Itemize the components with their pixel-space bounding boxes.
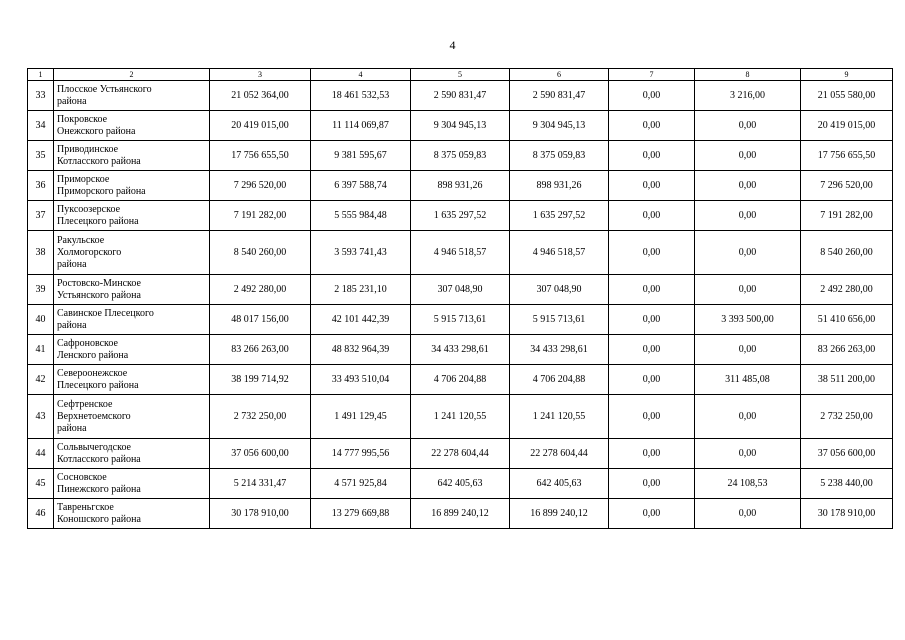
table-row xyxy=(28,111,893,141)
amount-cell: 18 461 532,53 xyxy=(311,81,411,111)
amount-cell: 0,00 xyxy=(609,439,695,469)
table-row xyxy=(28,499,893,529)
settlement-name-line: Верхнетоемского xyxy=(57,410,131,422)
amount-cell: 0,00 xyxy=(609,275,695,305)
amount-cell: 0,00 xyxy=(695,439,801,469)
amount-cell: 4 946 518,57 xyxy=(510,231,609,275)
amount-cell: 4 706 204,88 xyxy=(411,365,510,395)
amount-cell: 307 048,90 xyxy=(510,275,609,305)
amount-cell: 22 278 604,44 xyxy=(510,439,609,469)
amount-cell: 2 492 280,00 xyxy=(210,275,311,305)
amount-cell: 30 178 910,00 xyxy=(210,499,311,529)
settlement-name-cell xyxy=(54,201,210,231)
row-number-cell: 37 xyxy=(28,201,54,231)
settlement-name-line: Пуксоозерское xyxy=(57,203,121,215)
amount-cell: 30 178 910,00 xyxy=(801,499,893,529)
column-header: 9 xyxy=(801,69,893,81)
settlement-name-cell xyxy=(54,365,210,395)
amount-cell: 7 191 282,00 xyxy=(210,201,311,231)
amount-cell: 16 899 240,12 xyxy=(411,499,510,529)
page-number: 4 xyxy=(449,38,456,52)
amount-cell: 7 191 282,00 xyxy=(801,201,893,231)
amount-cell: 898 931,26 xyxy=(510,171,609,201)
amount-cell: 48 017 156,00 xyxy=(210,305,311,335)
settlement-name-cell xyxy=(54,141,210,171)
row-number-cell: 41 xyxy=(28,335,54,365)
row-number-cell: 34 xyxy=(28,111,54,141)
amount-cell: 0,00 xyxy=(695,275,801,305)
amount-cell: 4 706 204,88 xyxy=(510,365,609,395)
amount-cell: 8 375 059,83 xyxy=(411,141,510,171)
settlement-name-line: Савинское Плесецкого xyxy=(57,307,154,319)
row-number-cell: 35 xyxy=(28,141,54,171)
column-header: 8 xyxy=(695,69,801,81)
amount-cell: 5 238 440,00 xyxy=(801,469,893,499)
table-row xyxy=(28,335,893,365)
amount-cell: 2 185 231,10 xyxy=(311,275,411,305)
amount-cell: 0,00 xyxy=(609,201,695,231)
amount-cell: 5 915 713,61 xyxy=(411,305,510,335)
amount-cell: 8 540 260,00 xyxy=(801,231,893,275)
amount-cell: 21 052 364,00 xyxy=(210,81,311,111)
settlement-name-cell xyxy=(54,439,210,469)
amount-cell: 1 635 297,52 xyxy=(510,201,609,231)
table-row xyxy=(28,275,893,305)
amount-cell: 1 241 120,55 xyxy=(411,395,510,439)
settlement-name-line: района xyxy=(57,422,87,434)
amount-cell: 5 555 984,48 xyxy=(311,201,411,231)
amount-cell: 13 279 669,88 xyxy=(311,499,411,529)
amount-cell: 1 635 297,52 xyxy=(411,201,510,231)
amount-cell: 20 419 015,00 xyxy=(210,111,311,141)
column-number-row xyxy=(28,69,893,81)
amount-cell: 0,00 xyxy=(609,395,695,439)
amount-cell: 0,00 xyxy=(609,171,695,201)
settlement-name-line: Онежского района xyxy=(57,125,136,137)
row-number-cell: 33 xyxy=(28,81,54,111)
settlement-name-line: Приморского района xyxy=(57,185,146,197)
amount-cell: 14 777 995,56 xyxy=(311,439,411,469)
amount-cell: 3 593 741,43 xyxy=(311,231,411,275)
column-header: 6 xyxy=(510,69,609,81)
amount-cell: 17 756 655,50 xyxy=(801,141,893,171)
settlement-name-line: Ленского района xyxy=(57,349,129,361)
amount-cell: 0,00 xyxy=(695,335,801,365)
settlement-name-line: района xyxy=(57,258,87,270)
settlement-name-cell xyxy=(54,335,210,365)
amount-cell: 0,00 xyxy=(695,111,801,141)
table-row xyxy=(28,201,893,231)
column-header: 7 xyxy=(609,69,695,81)
column-header: 2 xyxy=(54,69,210,81)
table-row xyxy=(28,365,893,395)
row-number-cell: 46 xyxy=(28,499,54,529)
amount-cell: 20 419 015,00 xyxy=(801,111,893,141)
settlement-name-line: Котласского района xyxy=(57,453,141,465)
amount-cell: 34 433 298,61 xyxy=(411,335,510,365)
settlement-name-line: Холмогорского xyxy=(57,246,122,258)
amount-cell: 0,00 xyxy=(695,201,801,231)
settlement-name-cell xyxy=(54,81,210,111)
amount-cell: 38 511 200,00 xyxy=(801,365,893,395)
row-number-cell: 40 xyxy=(28,305,54,335)
row-number-cell: 36 xyxy=(28,171,54,201)
settlement-name-line: Устьянского района xyxy=(57,289,141,301)
amount-cell: 8 540 260,00 xyxy=(210,231,311,275)
amount-cell: 0,00 xyxy=(609,141,695,171)
settlement-name-line: Ракульское xyxy=(57,234,105,246)
amount-cell: 11 114 069,87 xyxy=(311,111,411,141)
row-number-cell: 38 xyxy=(28,231,54,275)
amount-cell: 0,00 xyxy=(609,335,695,365)
settlement-name-line: Плосское Устьянского xyxy=(57,83,152,95)
amount-cell: 42 101 442,39 xyxy=(311,305,411,335)
amount-cell: 3 216,00 xyxy=(695,81,801,111)
table-row xyxy=(28,171,893,201)
table-row xyxy=(28,81,893,111)
table-row xyxy=(28,305,893,335)
amount-cell: 2 590 831,47 xyxy=(411,81,510,111)
settlement-name-line: Пинежского района xyxy=(57,483,141,495)
amount-cell: 83 266 263,00 xyxy=(801,335,893,365)
amount-cell: 83 266 263,00 xyxy=(210,335,311,365)
column-header: 4 xyxy=(311,69,411,81)
settlement-name-line: Приморское xyxy=(57,173,110,185)
amount-cell: 0,00 xyxy=(695,395,801,439)
settlement-name-cell xyxy=(54,275,210,305)
amount-cell: 17 756 655,50 xyxy=(210,141,311,171)
amount-cell: 9 381 595,67 xyxy=(311,141,411,171)
amount-cell: 9 304 945,13 xyxy=(411,111,510,141)
amount-cell: 2 732 250,00 xyxy=(801,395,893,439)
settlement-name-line: Котласского района xyxy=(57,155,141,167)
settlement-name-cell xyxy=(54,231,210,275)
amount-cell: 0,00 xyxy=(695,231,801,275)
amount-cell: 1 491 129,45 xyxy=(311,395,411,439)
column-header: 5 xyxy=(411,69,510,81)
amount-cell: 0,00 xyxy=(609,499,695,529)
amount-cell: 0,00 xyxy=(609,81,695,111)
settlement-name-line: Плесецкого района xyxy=(57,215,139,227)
amount-cell: 22 278 604,44 xyxy=(411,439,510,469)
table-row xyxy=(28,141,893,171)
amount-cell: 0,00 xyxy=(609,365,695,395)
row-number-cell: 44 xyxy=(28,439,54,469)
table-row xyxy=(28,231,893,275)
settlement-name-line: Тавреньгское xyxy=(57,501,114,513)
budget-table xyxy=(27,68,893,529)
amount-cell: 24 108,53 xyxy=(695,469,801,499)
row-number-cell: 39 xyxy=(28,275,54,305)
amount-cell: 1 241 120,55 xyxy=(510,395,609,439)
column-header: 3 xyxy=(210,69,311,81)
settlement-name-cell xyxy=(54,111,210,141)
settlement-name-cell xyxy=(54,171,210,201)
settlement-name-line: Сосновское xyxy=(57,471,107,483)
settlement-name-line: Сафроновское xyxy=(57,337,118,349)
settlement-name-line: Сефтренское xyxy=(57,398,113,410)
amount-cell: 0,00 xyxy=(609,231,695,275)
settlement-name-cell xyxy=(54,499,210,529)
amount-cell: 48 832 964,39 xyxy=(311,335,411,365)
amount-cell: 4 571 925,84 xyxy=(311,469,411,499)
amount-cell: 2 492 280,00 xyxy=(801,275,893,305)
amount-cell: 37 056 600,00 xyxy=(801,439,893,469)
amount-cell: 3 393 500,00 xyxy=(695,305,801,335)
amount-cell: 2 732 250,00 xyxy=(210,395,311,439)
settlement-name-cell xyxy=(54,305,210,335)
table-row xyxy=(28,395,893,439)
column-header: 1 xyxy=(28,69,54,81)
settlement-name-line: Сольвычегодское xyxy=(57,441,131,453)
amount-cell: 0,00 xyxy=(695,499,801,529)
amount-cell: 9 304 945,13 xyxy=(510,111,609,141)
settlement-name-cell xyxy=(54,469,210,499)
amount-cell: 33 493 510,04 xyxy=(311,365,411,395)
amount-cell: 311 485,08 xyxy=(695,365,801,395)
amount-cell: 0,00 xyxy=(609,111,695,141)
settlement-name-line: района xyxy=(57,319,87,331)
row-number-cell: 43 xyxy=(28,395,54,439)
amount-cell: 307 048,90 xyxy=(411,275,510,305)
amount-cell: 0,00 xyxy=(695,171,801,201)
amount-cell: 642 405,63 xyxy=(411,469,510,499)
amount-cell: 34 433 298,61 xyxy=(510,335,609,365)
row-number-cell: 45 xyxy=(28,469,54,499)
amount-cell: 8 375 059,83 xyxy=(510,141,609,171)
table-row xyxy=(28,469,893,499)
settlement-name-line: района xyxy=(57,95,87,107)
amount-cell: 6 397 588,74 xyxy=(311,171,411,201)
amount-cell: 2 590 831,47 xyxy=(510,81,609,111)
amount-cell: 37 056 600,00 xyxy=(210,439,311,469)
amount-cell: 7 296 520,00 xyxy=(210,171,311,201)
settlement-name-line: Плесецкого района xyxy=(57,379,139,391)
amount-cell: 5 214 331,47 xyxy=(210,469,311,499)
amount-cell: 642 405,63 xyxy=(510,469,609,499)
amount-cell: 51 410 656,00 xyxy=(801,305,893,335)
amount-cell: 0,00 xyxy=(609,469,695,499)
amount-cell: 4 946 518,57 xyxy=(411,231,510,275)
row-number-cell: 42 xyxy=(28,365,54,395)
amount-cell: 0,00 xyxy=(695,141,801,171)
settlement-name-line: Североонежское xyxy=(57,367,128,379)
amount-cell: 898 931,26 xyxy=(411,171,510,201)
table-row xyxy=(28,439,893,469)
amount-cell: 0,00 xyxy=(609,305,695,335)
amount-cell: 38 199 714,92 xyxy=(210,365,311,395)
settlement-name-line: Покровское xyxy=(57,113,108,125)
settlement-name-cell xyxy=(54,395,210,439)
amount-cell: 21 055 580,00 xyxy=(801,81,893,111)
settlement-name-line: Ростовско-Минское xyxy=(57,277,141,289)
amount-cell: 7 296 520,00 xyxy=(801,171,893,201)
settlement-name-line: Приводинское xyxy=(57,143,119,155)
amount-cell: 5 915 713,61 xyxy=(510,305,609,335)
amount-cell: 16 899 240,12 xyxy=(510,499,609,529)
settlement-name-line: Коношского района xyxy=(57,513,141,525)
